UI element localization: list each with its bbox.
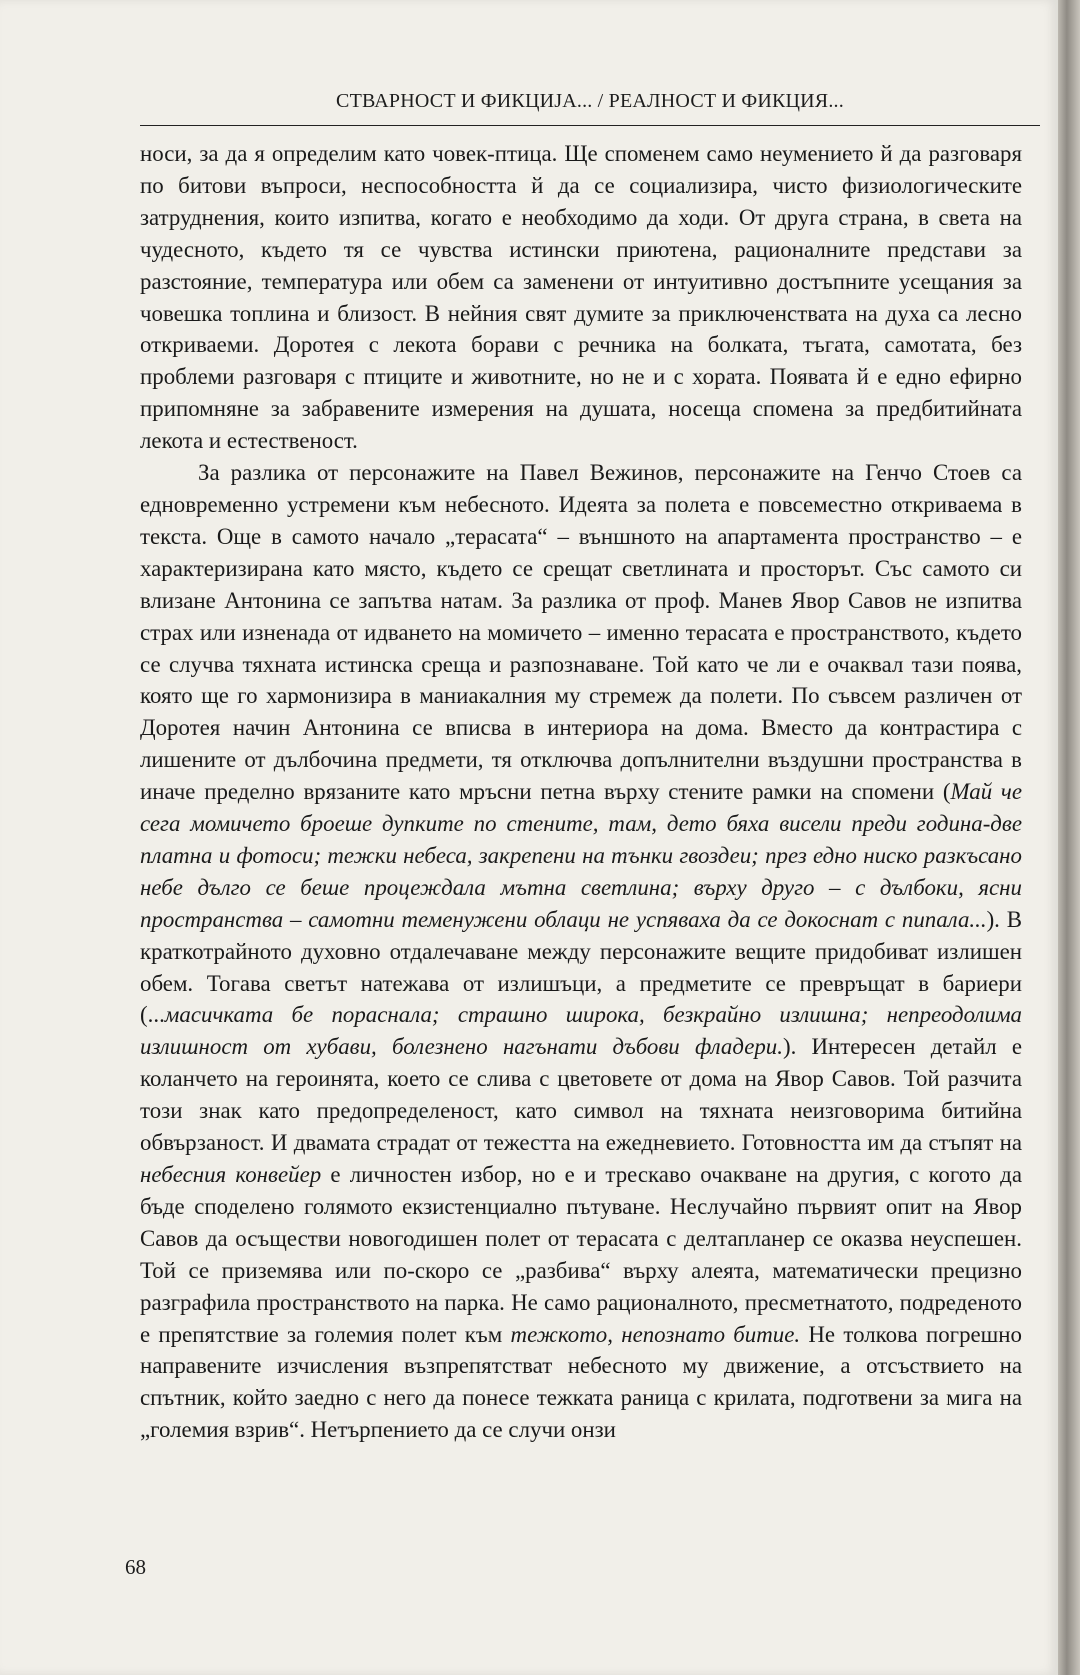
paragraph-2-text-1: За разлика от персонажите на Павел Вежинов, персонажите на Генчо Стоев са едновременно устремени към небесното. Идеята за полета е повсеместно откриваема в текста. Още в самото начало „терасата“ – външното на апартамента пространство – е характеризирана като място, където се срещат светлината и просторът. Със самото си влизане Антонина се запътва натам. За разлика от проф. Манев Явор Савов не изпитва страх или изненада от идването на момичето – именно терасата е пространството, където се случва тяхната истинска среща и разпознаване. Той като че ли е очаквал тази поява, която ще го хармонизира в маниакалния му стремеж да полети. По съвсем различен от Доротея начин Антонина се вписва в интериора на дома. Вместо да контрастира с лишените от дълбочина предмети, тя отключва допълнителни въздушни пространства в иначе пределно врязаните като мръсни петна върху стените рамки на спомени ( bbox=[140, 460, 1022, 805]
quote-italic-1: Май че сега момичето броеше дупките по стените, там, дето бяха висели преди година-две платна и фотоси; тежки небеса, закрепени на тънки гвоздеи; през едно ниско разкъсано небе дълго се беше процеждала мътна светлина; върху друго – с дълбоки, ясни пространства – самотни теменужени облаци не успяваха да се докоснат с пипала... bbox=[140, 779, 1022, 932]
page-number: 68 bbox=[125, 1555, 146, 1579]
page-edge bbox=[1058, 0, 1080, 1675]
quote-italic-3: небесния конвейер bbox=[140, 1162, 322, 1187]
body-text bbox=[140, 138, 1022, 1446]
paragraph-2-text-5: Не толкова погрешно направените изчисления възпрепятстват небесното му движение, а отсъствието на спътник, който заедно с него да понесе тежката раница с крилата, подготвени за мига на „големия взрив“. Нетърпението да се случи онзи bbox=[140, 1321, 1022, 1443]
paragraph-1: носи, за да я определим като човек-птица. Ще споменем само неумението й да разговаря по битови въпроси, неспособността й да се социализира, чисто физиологическите затруднения, които изпитва, когато е необходимо да ходи. От друга страна, в света на чудесното, където тя се чувства истински приютена, рационалните представи за разстояние, температура или обем са заменени от интуитивно достъпните усещания за човешка топлина и близост. В нейния свят думите за приключенствата на духа са лесно откриваеми. Доротея с лекота борави с речника на болката, тъгата, самотата, без проблеми разговаря с птиците и животните, но не и с хората. Появата й е едно ефирно припомняне за забравените измерения на душата, носеща спомена за предбитийната лекота и естественост. bbox=[140, 141, 1022, 454]
running-header: СТВАРНОСТ И ФИКЦИЈА... / РЕАЛНОСТ И ФИКЦИЯ... bbox=[336, 90, 844, 112]
paragraph-2-text-2: ). В краткотрайното духовно отдалечаване между персонажите вещите придобиват излишен обем. Тогава светът натежава от излишъци, а предметите се превръщат в бариери (... bbox=[140, 906, 1022, 1028]
paragraph-2-text-3: ). Интересен детайл е коланчето на героинята, което се слива с цветовете от дома на Явор Савов. Той разчита този знак като предопределеност, като символ на тяхната неизговорима битийна обвързаност. И двамата страдат от тежестта на ежедневието. Готовността им да стъпят на bbox=[140, 1034, 1022, 1156]
paragraph-2-text-4: е личностен избор, но е и трескаво очакване на другия, с когото да бъде споделено голямото екзистенциално пътуване. Неслучайно първият опит на Явор Савов да осъществи новогодишен полет от терасата с делтапланер се оказва неуспешен. Той се приземява или по-скоро се „разбива“ върху алеята, математически прецизно разграфила пространството на парка. Не само рационалното, пресметнатото, подреденото е препятствие за големия полет към bbox=[140, 1162, 1022, 1347]
paragraph-2 bbox=[140, 457, 1022, 1446]
header-rule bbox=[140, 125, 1040, 126]
quote-italic-2: масичката бе пораснала; страшно широка, безкрайно излишна; непреодолима излишност от хубави, болезнено нагънати дъбови фладери. bbox=[140, 1002, 1022, 1060]
quote-italic-4: тежкото, непознато битие. bbox=[510, 1321, 801, 1347]
